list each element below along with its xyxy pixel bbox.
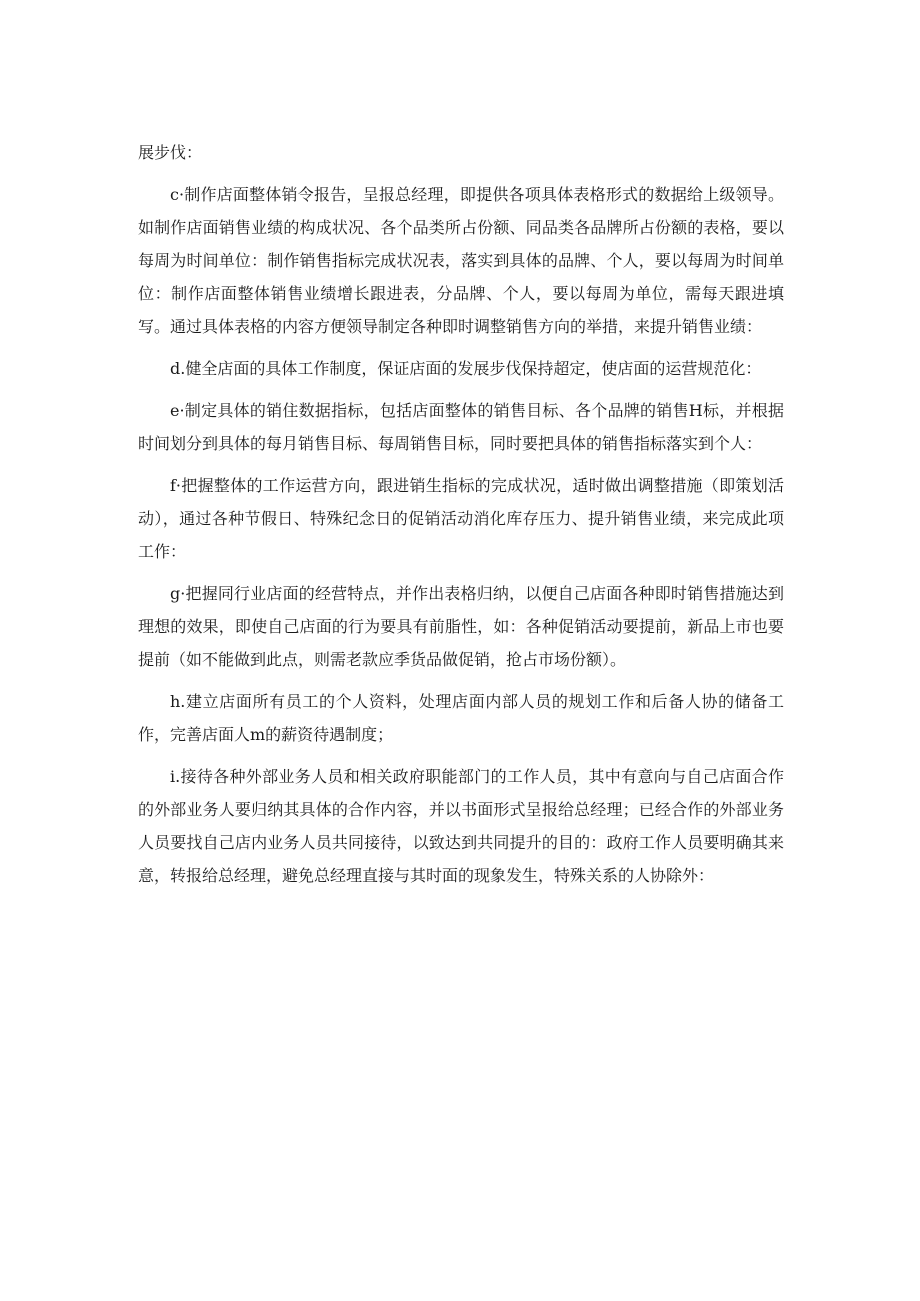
paragraph-f: f·把握整体的工作运营方向，跟进销生指标的完成状况，适时做出调整措施（即策划活动），通过各种节假日、特殊纪念日的促销活动消化库存压力、提升销售业绩，来完成此项工作： <box>138 476 784 561</box>
paragraph-i: i.接待各种外部业务人员和相关政府职能部门的工作人员，其中有意向与自己店面合作的外部业务人要归纳其具体的合作内容，并以书面形式呈报给总经理；已经合作的外部业务人员要找自己店内业务人员共同接待，以致达到共同提升的目的：政府工作人员要明确其来意，转报给总经理，避免总经理直接与其时面的现象发生，特殊关系的人协除外： <box>138 767 784 885</box>
paragraph-intro: 展步伐： <box>138 143 203 162</box>
paragraph-h: h.建立店面所有员工的个人资料，处理店面内部人员的规划工作和后备人协的储备工作，完善店面人m的薪资待遇制度； <box>138 692 784 744</box>
paragraph-e: e·制定具体的销住数据指标，包括店面整体的销售目标、各个品牌的销售H标，并根据时间划分到具体的每月销售目标、每周销售目标，同时要把具体的销售指标落实到个人： <box>138 401 784 453</box>
paragraph-c: c·制作店面整体销令报告，呈报总经理，即提供各项具体表格形式的数据给上级领导。如制作店面销售业绩的构成状况、各个品类所占份额、同品类各品牌所占份额的表格，要以每周为时间单位：制作销售指标完成状况表，落实到具体的品牌、个人，要以每周为时间单位：制作店面整体销售业绩增长跟进表，分品牌、个人，要以每周为单位，需每天跟进填写。通过具体表格的内容方便领导制定各种即时调整销售方向的举措，来提升销售业绩： <box>138 185 784 336</box>
document-body <box>138 136 784 901</box>
paragraph-g: g·把握同行业店面的经营特点，并作出表格归纳，以便自己店面各种即时销售措施达到理想的效果，即使自己店面的行为要具有前脂性，如：各种促销活动要提前，新品上市也要提前（如不能做到此点，则需老款应季货品做促销，抢占市场份额）。 <box>138 584 784 669</box>
paragraph-d: d.健全店面的具体工作制度，保证店面的发展步伐保持超定，使店面的运营规范化： <box>170 359 762 378</box>
